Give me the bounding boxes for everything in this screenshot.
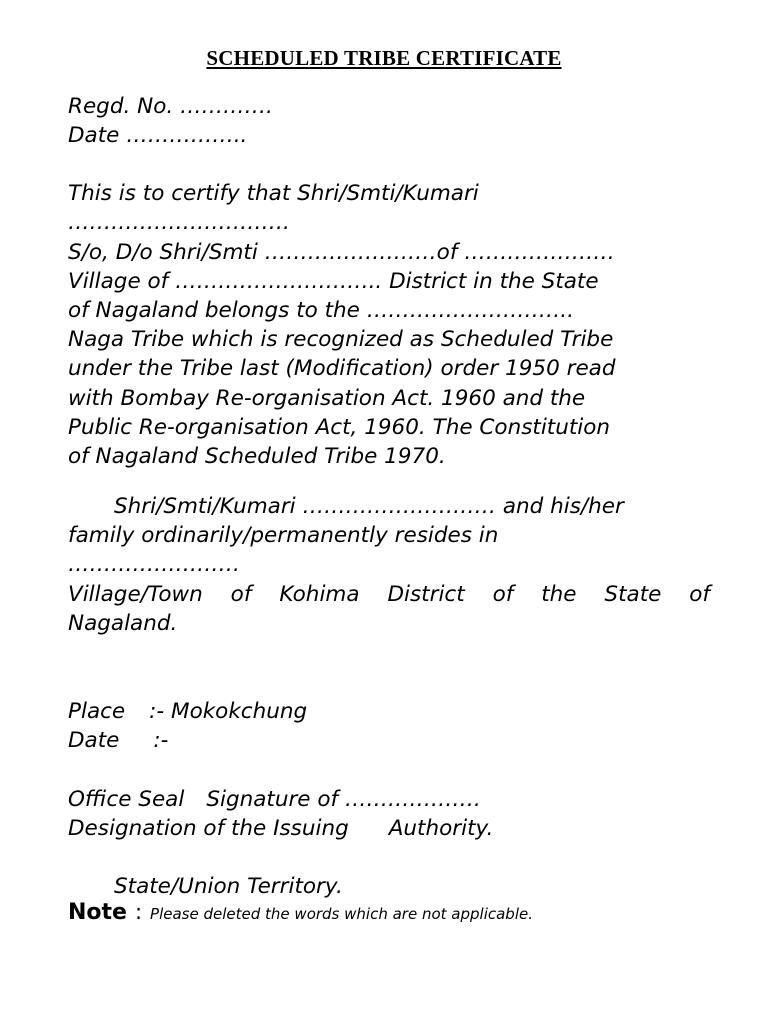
public-act-line: Public Re-organisation Act, 1960. The Constitution <box>68 415 611 440</box>
office-seal-label: Office Seal <box>68 787 185 812</box>
constitution-line: of Nagaland Scheduled Tribe 1970. <box>68 444 446 469</box>
footer-date-line <box>68 726 168 755</box>
parent-line: S/o, D/o Shri/Smti ……………………of ………………… <box>68 240 615 265</box>
nagaland-line: of Nagaland belongs to the ……………………….. <box>68 298 574 323</box>
note-label: Note <box>68 900 127 925</box>
document-title: SCHEDULED TRIBE CERTIFICATE <box>206 46 562 70</box>
place-line <box>68 697 307 726</box>
certify-line: This is to certify that Shri/Smti/Kumari <box>68 181 479 206</box>
name-blank-line: …………………………. <box>68 210 290 235</box>
authority-label: Authority. <box>388 816 494 841</box>
note-text: Please deleted the words which are not applicable. <box>150 905 533 923</box>
regd-no-line: Regd. No. …………. <box>68 94 273 119</box>
modification-line: under the Tribe last (Modification) order 1950 read <box>68 356 616 381</box>
residence-line: family ordinarily/permanently resides in <box>68 523 499 548</box>
place-separator: :- <box>149 699 165 724</box>
residence-name-line: Shri/Smti/Kumari ……………………… and his/her <box>114 494 624 519</box>
designation-line <box>68 814 493 843</box>
place-label: Place <box>68 699 126 724</box>
village-line: Village of ……………………….. District in the State <box>68 269 599 294</box>
seal-line <box>68 785 481 814</box>
territory-line: State/Union Territory. <box>114 874 343 899</box>
footer-date-label: Date <box>68 728 120 753</box>
designation-label: Designation of the Issuing <box>68 816 349 841</box>
place-value: Mokokchung <box>171 699 308 724</box>
bombay-act-line: with Bombay Re-organisation Act. 1960 and the <box>68 386 586 411</box>
residence-blank-line: …………………… <box>68 552 240 577</box>
district-line: Village/Town of Kohima District of the State of <box>68 582 710 607</box>
date-line: Date …………….. <box>68 123 248 148</box>
note-line <box>68 900 533 925</box>
note-colon: : <box>134 900 143 924</box>
nagaland-end-line: Nagaland. <box>68 611 178 636</box>
naga-tribe-line: Naga Tribe which is recognized as Scheduled Tribe <box>68 327 614 352</box>
signature-label: Signature of ………………. <box>206 787 481 812</box>
footer-date-separator: :- <box>153 728 169 753</box>
